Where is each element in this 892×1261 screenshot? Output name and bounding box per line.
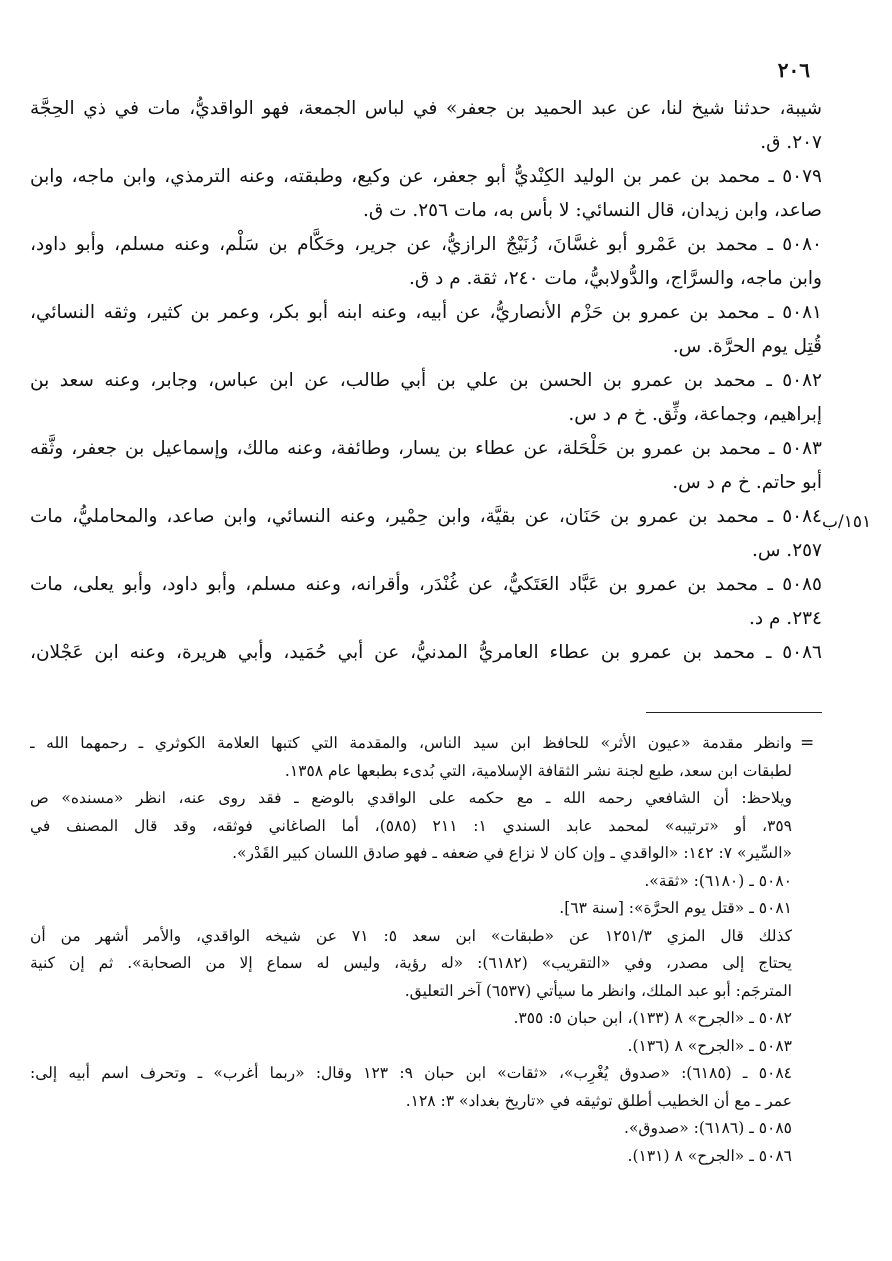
entry-5080: ٥٠٨٠ ـ محمد بن عَمْرو أبو غسَّانَ، زُنَيْجٌ الرازيُّ، عن جرير، وحَكَّام بن سَلْم، وعنه مسلم، وأبو داود، <box>30 234 822 255</box>
main-line: وابن ماجه، والسرَّاج، والدُّولابيُّ، مات ٢٤٠، ثقة. م د ق. <box>408 268 822 289</box>
footnote-line: المترجَم: أبو عبد الملك، وانظر ما سيأتي (٦٥٣٧) آخر التعليق. <box>404 981 792 1000</box>
entry-5081: ٥٠٨١ ـ محمد بن عمرو بن حَزْم الأنصاريُّ، عن أبيه، وعنه ابنه أبو بكر، وعمر بن كثير، وثقه النسائي، <box>30 302 822 323</box>
entry-5082: ٥٠٨٢ ـ محمد بن عمرو بن الحسن بن علي بن أبي طالب، عن ابن عباس، وجابر، وعنه سعد بن <box>30 370 822 391</box>
footnote-line: يحتاج إلى مصدر، وفي «التقريب» (٦١٨٢): «له رؤية، وليس له سماع إلا من الصحابة». ثم إن كنية <box>30 954 792 972</box>
footnote-line: وانظر مقدمة «عيون الأثر» للحافظ ابن سيد الناس، والمقدمة التي كتبها العلامة الكوثري ـ رحمهما الله ـ <box>30 734 792 752</box>
entry-5079: ٥٠٧٩ ـ محمد بن عمر بن الوليد الكِنْديُّ أبو جعفر، عن وكيع، وطبقته، وعنه الترمذي، وابن ماجه، وابن <box>30 166 822 187</box>
main-line: إبراهيم، وجماعة، وثِّق. خ م د س. <box>568 404 822 425</box>
footnote-line: كذلك قال المزي ١٢٥١/٣ عن «طبقات» ابن سعد ٥: ٧١ عن شيخه الواقدي، والأمر أشهر من أن <box>30 926 792 945</box>
main-line: صاعد، وابن زيدان، قال النسائي: لا بأس به، مات ٢٥٦. ت ق. <box>362 200 822 221</box>
continuation-marker: = <box>800 733 815 753</box>
main-line: قُتِل يوم الحرَّة. س. <box>672 336 822 357</box>
footnote-line: ويلاحظ: أن الشافعي رحمه الله ـ مع حكمه على الواقدي بالوضع ـ فقد روى عنه، انظر «مسنده» ص <box>30 789 792 807</box>
footnote-divider <box>646 712 822 713</box>
footnote-5082: ٥٠٨٢ ـ «الجرح» ٨ (١٣٣)، ابن حبان ٥: ٣٥٥. <box>513 1009 792 1027</box>
footnote-5084: ٥٠٨٤ ـ (٦١٨٥): «صدوق يُغْرِب»، «ثقات» ابن حبان ٩: ١٢٣ وقال: «ربما أغرب» ـ وتحرف اسم أبيه إلى: <box>30 1064 792 1082</box>
main-line: ٢٣٤. م د. <box>748 608 822 629</box>
entry-5083: ٥٠٨٣ ـ محمد بن عمرو بن حَلْحَلة، عن عطاء بن يسار، وطائفة، وعنه مالك، وإسماعيل بن جعفر، وثَّقه <box>30 438 822 459</box>
footnotes <box>30 730 792 1170</box>
footnote-5083: ٥٠٨٣ ـ «الجرح» ٨ (١٣٦). <box>627 1036 792 1055</box>
entry-5084: ٥٠٨٤ ـ محمد بن عمرو بن حَنَان، عن بقيَّة، وابن حِمْير، وعنه النسائي، وابن صاعد، والمحامليُّ، مات <box>30 506 822 527</box>
footnote-line: ٣٥٩، أو «ترتيبه» لمحمد عابد السندي ١: ٢١١ (٥٨٥)، أما الصاغاني فوثقه، وقد قال المصنف في <box>30 816 792 835</box>
entry-5085: ٥٠٨٥ ـ محمد بن عمرو بن عَبَّاد العَتَكيُّ، عن غُنْدَر، وأقرانه، وعنه مسلم، وأبو داود، وأبو يعلى، مات <box>30 574 822 595</box>
footnote-5085: ٥٠٨٥ ـ (٦١٨٦): «صدوق». <box>624 1119 792 1137</box>
footnote-5081: ٥٠٨١ ـ «قتل يوم الحرَّة»: [سنة ٦٣]. <box>559 899 792 917</box>
main-line: أبو حاتم. خ م د س. <box>672 472 822 493</box>
page-number: ٢٠٦ <box>777 58 810 82</box>
footnote-5086: ٥٠٨٦ ـ «الجرح» ٨ (١٣١). <box>627 1146 792 1165</box>
main-line: ٢٠٧. ق. <box>760 132 822 153</box>
footnote-line: عمر ـ مع أن الخطيب أطلق توثيقه في «تاريخ بغداد» ٣: ١٢٨. <box>405 1091 792 1110</box>
footnote-5080: ٥٠٨٠ ـ (٦١٨٠): «ثقة». <box>644 871 792 890</box>
footnote-line: «السِّير» ٧: ١٤٢: «الواقدي ـ وإن كان لا نزاع في ضعفه ـ فهو صادق اللسان كبير القَدْر». <box>232 844 792 862</box>
main-line: ٢٥٧. س. <box>751 540 822 561</box>
main-line: شيبة، حدثنا شيخ لنا، عن عبد الحميد بن جعفر» في لباس الجمعة، فهو الواقديُّ، مات في ذي الحِجَّة <box>30 98 822 119</box>
footnote-line: لطبقات ابن سعد، طبع لجنة نشر الثقافة الإسلامية، التي بُدىء بطبعها عام ١٣٥٨. <box>284 761 792 780</box>
entry-5086: ٥٠٨٦ ـ محمد بن عمرو بن عطاء العامريُّ المدنيُّ، عن أبي حُمَيد، وأبي هريرة، وعنه ابن عَجْلان، <box>30 642 822 663</box>
main-text <box>30 92 822 670</box>
margin-note: ١٥١/ب <box>822 512 872 532</box>
